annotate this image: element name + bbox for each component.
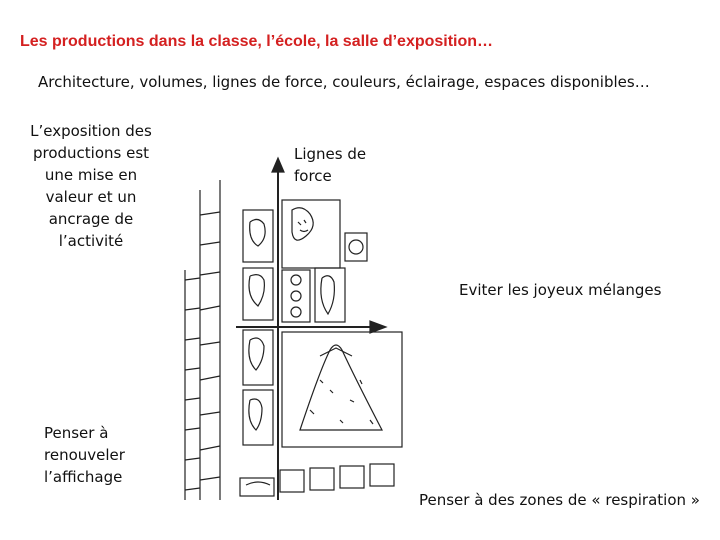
- note-respiration: Penser à des zones de « respiration »: [419, 491, 700, 509]
- upper-frames: [243, 200, 367, 268]
- horizontal-force-line: [236, 321, 386, 333]
- note-eviter-melanges: Eviter les joyeux mélanges: [459, 281, 662, 299]
- note-lignes-de-force: Lignes de force: [294, 145, 367, 185]
- bottom-frames: [240, 464, 394, 496]
- middle-frames: [243, 268, 345, 322]
- subtitle: Architecture, volumes, lignes de force, couleurs, éclairage, espaces disponibles…: [38, 73, 650, 91]
- lower-frames: [243, 330, 402, 447]
- note-renouveler: Penser à renouveler l’affichage: [44, 424, 125, 486]
- note-exposition: L’exposition des productions est une mise en valeur et un ancrage de l’activité: [30, 122, 152, 250]
- page-title: Les productions dans la classe, l’école, la salle d’exposition…: [20, 33, 494, 50]
- wall-display-sketch: [180, 150, 410, 510]
- stone-wall: [185, 180, 220, 500]
